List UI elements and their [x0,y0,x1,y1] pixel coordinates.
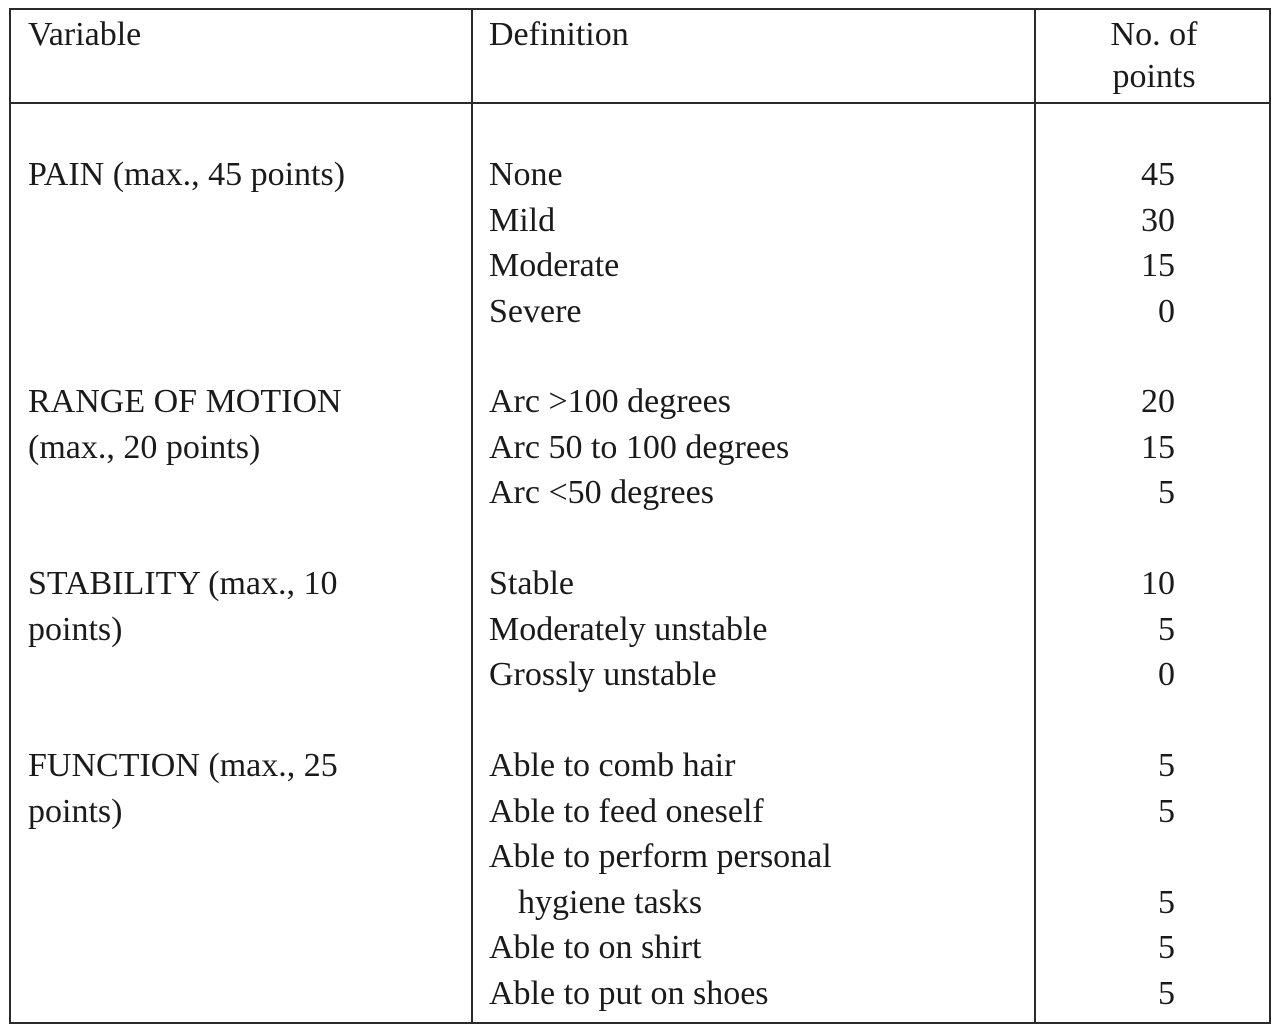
definition-cell: Able to feed oneself [489,792,764,830]
definition-cell: Able to comb hair [489,747,736,784]
points-cell: 15 [1141,428,1175,466]
header-points-line2: points [1112,58,1196,95]
variable-label-line: PAIN (max., 45 points) [28,156,346,193]
points-cell: 15 [1141,247,1175,284]
points-cell: 5 [1158,974,1175,1012]
definition-cell: Able to on shirt [489,929,702,966]
variable-stability [28,561,468,652]
points-cell: 0 [1158,292,1175,330]
definition-cell: Moderately unstable [489,610,768,648]
definition-cell: Severe [489,292,582,330]
variable-label-line: (max., 20 points) [28,428,261,466]
definition-cell: Moderate [489,247,620,284]
variable-range-of-motion [28,379,468,470]
points-cell: 30 [1141,201,1175,239]
variable-label-line: RANGE OF MOTION [28,383,342,420]
scoring-table [9,8,1271,1024]
header-points [1038,14,1270,98]
column-divider-right [1034,10,1036,1022]
column-divider-left [471,10,473,1022]
definition-cell: Arc >100 degrees [489,383,731,420]
points-cell: 0 [1158,656,1175,693]
definition-cell: Arc 50 to 100 degrees [489,428,790,466]
definition-cell: Able to put on shoes [489,974,769,1012]
definition-cell: Mild [489,201,556,239]
variable-function [28,743,468,834]
points-cell: 5 [1158,610,1175,648]
definition-cell: hygiene tasks [518,883,703,921]
points-cell: 5 [1158,929,1175,966]
header-rule [11,102,1269,104]
variable-pain [28,152,468,198]
points-cell: 5 [1158,747,1175,784]
header-variable: Variable [28,16,142,53]
points-cell: 5 [1158,474,1175,511]
variable-label-line: points) [28,610,123,648]
definition-cell: Grossly unstable [489,656,717,693]
points-cell: 10 [1141,565,1175,602]
points-cell: 5 [1158,883,1175,921]
header-definition: Definition [489,16,629,53]
points-cell: 20 [1141,383,1175,420]
points-cell: 45 [1141,156,1175,193]
points-cell: 5 [1158,792,1175,830]
definition-cell: Stable [489,565,574,602]
header-points-line1: No. of [1110,16,1198,53]
variable-label-line: FUNCTION (max., 25 [28,747,338,784]
variable-label-line: STABILITY (max., 10 [28,565,338,602]
definition-cell: None [489,156,563,193]
definition-cell: Able to perform personal [489,838,832,875]
definition-cell: Arc <50 degrees [489,474,714,511]
variable-label-line: points) [28,792,123,830]
